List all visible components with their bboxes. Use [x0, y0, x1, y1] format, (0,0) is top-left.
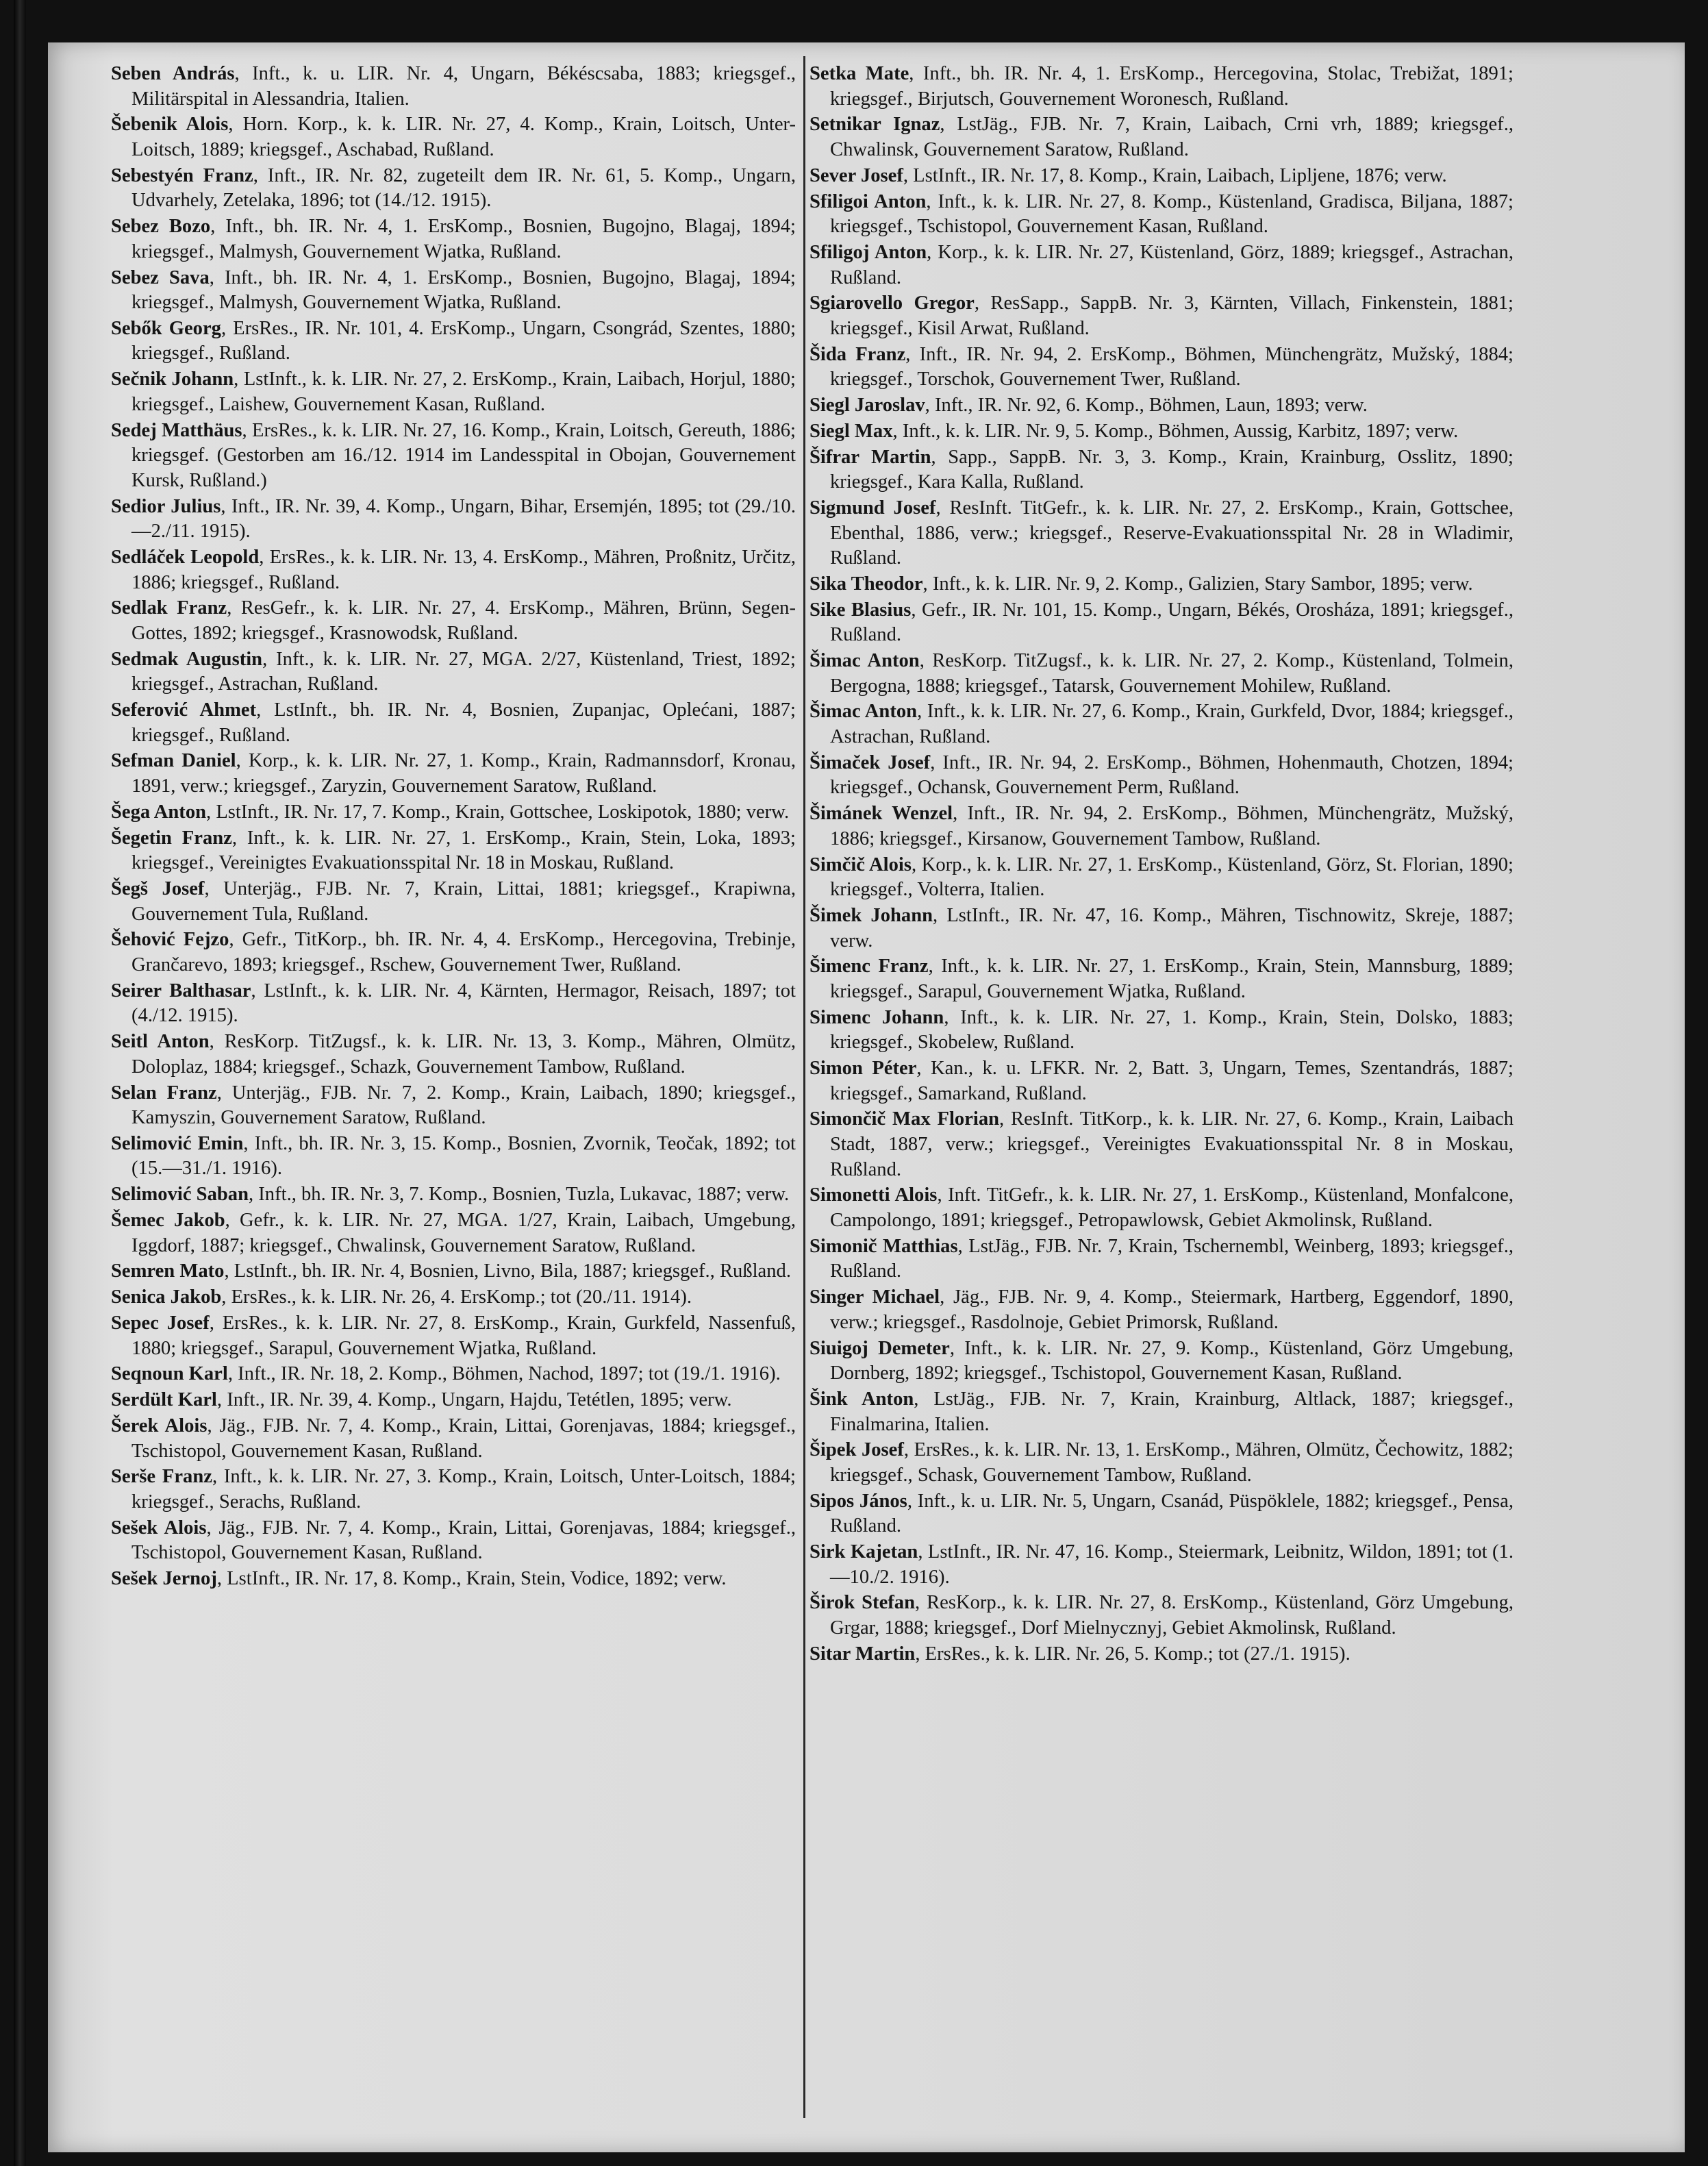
entry-name: Sešek Alois [111, 1517, 207, 1539]
entry-name: Simčič Alois [809, 854, 912, 875]
entry-details: , Gefr., k. k. LIR. Nr. 27, MGA. 1/27, Krain, Laibach, Umgebung, Iggdorf, 1887; kriegsgef., Chwalinsk, Gouvernement Saratow, Rußland. [131, 1210, 796, 1256]
entry-name: Sedláček Leopold [111, 546, 260, 568]
entry-name: Sipos János [809, 1490, 907, 1512]
entry-name: Sešek Jernoj [111, 1568, 217, 1590]
document-page [48, 42, 1685, 2152]
entry-name: Serdült Karl [111, 1389, 217, 1411]
entry-details: , ErsRes., k. k. LIR. Nr. 13, 1. ErsKomp., Mähren, Olmütz, Čechowitz, 1882; kriegsgef., Schask, Gouvernement Tambow, Rußland. [830, 1439, 1514, 1486]
entry-details: , LstInft., IR. Nr. 17, 7. Komp., Krain, Gottschee, Loskipotok, 1880; verw. [206, 801, 790, 823]
entry-name: Simončič Max Florian [809, 1108, 1000, 1130]
entry-details: , Sapp., SappB. Nr. 3, 3. Komp., Krain, Krainburg, Osslitz, 1890; kriegsgef., Kara Kalla, Rußland. [830, 446, 1514, 493]
entry-name: Šerek Alois [111, 1415, 208, 1436]
list-entry [809, 445, 1514, 495]
entry-name: Sitar Martin [809, 1643, 916, 1665]
entry-name: Siegl Max [809, 420, 893, 442]
list-entry [809, 751, 1514, 801]
column-divider [803, 56, 805, 2118]
list-entry [111, 112, 796, 162]
list-entry [111, 979, 796, 1029]
entry-details: , LstJäg., FJB. Nr. 7, Krain, Krainburg, Altlack, 1887; kriegsgef., Finalmarina, Italien. [830, 1388, 1514, 1435]
entry-details: , Kan., k. u. LFKR. Nr. 2, Batt. 3, Ungarn, Temes, Szentandrás, 1887; kriegsgef., Samarkand, Rußland. [830, 1058, 1514, 1104]
entry-name: Šink Anton [809, 1388, 914, 1410]
list-entry [111, 1081, 796, 1131]
entry-name: Seben András [111, 63, 235, 84]
list-entry [111, 1362, 796, 1387]
list-entry [111, 647, 796, 697]
list-entry [809, 496, 1514, 571]
entry-name: Semren Mato [111, 1260, 225, 1282]
entry-name: Sfiligoj Anton [809, 241, 927, 263]
list-entry [809, 572, 1514, 597]
entry-name: Simon Péter [809, 1058, 917, 1080]
entry-name: Seitl Anton [111, 1031, 210, 1053]
list-entry [809, 1438, 1514, 1488]
entry-details: , Inft., k. u. LIR. Nr. 4, Ungarn, Békéscsaba, 1883; kriegsgef., Militärspital in Alessandria, Italien. [131, 63, 796, 110]
entry-details: , Gefr., TitKorp., bh. IR. Nr. 4, 4. ErsKomp., Hercegovina, Trebinje, Grančarevo, 1893; kriegsgef., Rschew, Gouvernement Twer, Rußland. [131, 929, 796, 975]
entry-name: Senica Jakob [111, 1286, 222, 1308]
entry-details: , Inft., bh. IR. Nr. 3, 7. Komp., Bosnien, Tuzla, Lukavac, 1887; verw. [248, 1184, 790, 1206]
list-entry [111, 1208, 796, 1258]
entry-name: Sedej Matthäus [111, 419, 242, 441]
list-entry [809, 598, 1514, 648]
list-entry [809, 1591, 1514, 1641]
entry-name: Seferović Ahmet [111, 699, 257, 721]
list-entry [111, 1182, 796, 1208]
list-entry [809, 1285, 1514, 1335]
entry-details: , Inft., k. k. LIR. Nr. 27, 9. Komp., Küstenland, Görz Umgebung, Dornberg, 1892; kriegsgef., Tschistopol, Gouvernement Kasan, Rußland. [830, 1337, 1514, 1384]
entry-name: Sedlak Franz [111, 597, 227, 619]
entry-details: , Inft., IR. Nr. 39, 4. Komp., Ungarn, Bihar, Ersemjén, 1895; tot (29./10.—2./11. 1915). [131, 495, 796, 543]
entry-details: , LstInft., bh. IR. Nr. 4, Bosnien, Livno, Bila, 1887; kriegsgef., Rußland. [224, 1260, 791, 1282]
left-column [111, 62, 796, 1593]
list-entry [111, 545, 796, 595]
entry-name: Sirk Kajetan [809, 1541, 918, 1563]
entry-name: Sebez Bozo [111, 216, 211, 238]
list-entry [809, 904, 1514, 954]
entry-details: , Inft., k. k. LIR. Nr. 27, 1. ErsKomp., Krain, Stein, Mannsburg, 1889; kriegsgef., Sarapul, Gouvernement Wjatka, Rußland. [830, 956, 1514, 1002]
entry-details: , Inft., k. k. LIR. Nr. 9, 2. Komp., Galizien, Stary Sambor, 1895; verw. [922, 573, 1473, 595]
list-entry [809, 343, 1514, 393]
entry-name: Širok Stefan [809, 1592, 915, 1614]
entry-name: Šimánek Wenzel [809, 803, 953, 825]
list-entry [809, 240, 1514, 290]
list-entry [809, 164, 1514, 189]
entry-details: , Inft., IR. Nr. 94, 2. ErsKomp., Böhmen, Hohenmauth, Chotzen, 1894; kriegsgef., Ochansk, Gouvernement Perm, Rußland. [830, 751, 1514, 799]
entry-name: Šipek Josef [809, 1439, 904, 1461]
list-entry [111, 1132, 796, 1182]
list-entry [809, 1489, 1514, 1539]
entry-details: , ResInft. TitGefr., k. k. LIR. Nr. 27, 2. ErsKomp., Krain, Gottschee, Ebenthal, 1886, verw.; kriegsgef., Reserve-Evakuationsspital Nr. 28 in Wladimir, Rußland. [830, 497, 1514, 569]
list-entry [111, 928, 796, 978]
entry-details: , LstInft., IR. Nr. 47, 16. Komp., Mähren, Tischnowitz, Skreje, 1887; verw. [830, 904, 1514, 951]
list-entry [809, 1107, 1514, 1182]
entry-details: , Inft., k. k. LIR. Nr. 27, MGA. 2/27, Küstenland, Triest, 1892; kriegsgef., Astrachan, Rußland. [131, 648, 796, 695]
entry-name: Sebők Georg [111, 317, 221, 339]
entry-details: , Inft., k. u. LIR. Nr. 5, Ungarn, Csanád, Püspöklele, 1882; kriegsgef., Pensa, Rußland. [830, 1490, 1514, 1537]
list-entry [111, 419, 796, 494]
list-entry [809, 853, 1514, 903]
entry-details: , Inft., k. k. LIR. Nr. 9, 5. Komp., Böhmen, Aussig, Karbitz, 1897; verw. [892, 420, 1459, 442]
entry-details: , Inft., IR. Nr. 18, 2. Komp., Böhmen, Nachod, 1897; tot (19./1. 1916). [227, 1363, 781, 1385]
entry-details: , ErsRes., k. k. LIR. Nr. 26, 4. ErsKomp.; tot (20./11. 1914). [221, 1286, 692, 1308]
list-entry [111, 1311, 796, 1361]
entry-details: , Unterjäg., FJB. Nr. 7, 2. Komp., Krain, Laibach, 1890; kriegsgef., Kamyszin, Gouvernement Saratow, Rußland. [131, 1082, 796, 1129]
list-entry [809, 954, 1514, 1004]
entry-details: , ErsRes., k. k. LIR. Nr. 27, 16. Komp., Krain, Loitsch, Gereuth, 1886; kriegsgef. (Gestorben am 16./12. 1914 im Landesspital in Obojan, Gouvernement Kursk, Rußland.) [131, 419, 796, 491]
entry-name: Sečnik Johann [111, 369, 234, 390]
entry-details: , LstInft., k. k. LIR. Nr. 4, Kärnten, Hermagor, Reisach, 1897; tot (4./12. 1915). [131, 980, 796, 1027]
entry-name: Simonič Matthias [809, 1235, 958, 1257]
list-entry [809, 1540, 1514, 1590]
list-entry [809, 1183, 1514, 1233]
entry-details: , Gefr., IR. Nr. 101, 15. Komp., Ungarn, Békés, Orosháza, 1891; kriegsgef., Rußland. [830, 599, 1514, 646]
entry-name: Šimac Anton [809, 650, 920, 672]
entry-details: , Inft., k. k. LIR. Nr. 27, 1. ErsKomp., Krain, Stein, Loka, 1893; kriegsgef., Vereinigtes Evakuationsspital Nr. 18 in Moskau, Rußland. [131, 827, 796, 874]
entry-details: , Jäg., FJB. Nr. 9, 4. Komp., Steiermark, Hartberg, Eggendorf, 1890, verw.; kriegsgef., Rasdolnoje, Gebiet Primorsk, Rußland. [830, 1286, 1514, 1333]
entry-details: , ResInft. TitKorp., k. k. LIR. Nr. 27, 6. Komp., Krain, Laibach Stadt, 1887, verw.; kriegsgef., Vereinigtes Evakuationsspital Nr. 8 in Moskau, Rußland. [830, 1108, 1514, 1180]
entry-details: , Inft., bh. IR. Nr. 4, 1. ErsKomp., Hercegovina, Stolac, Trebižat, 1891; kriegsgef., Birjutsch, Gouvernement Woronesch, Rußland. [830, 63, 1514, 110]
entry-name: Simonetti Alois [809, 1184, 938, 1206]
list-entry [809, 291, 1514, 341]
entry-details: , ErsRes., k. k. LIR. Nr. 26, 5. Komp.; tot (27./1. 1915). [915, 1643, 1351, 1665]
list-entry [111, 1414, 796, 1464]
entry-details: , Inft., IR. Nr. 82, zugeteilt dem IR. Nr. 61, 5. Komp., Ungarn, Udvarhely, Zetelaka, 1896; tot (14./12. 1915). [131, 164, 796, 212]
entry-details: , Jäg., FJB. Nr. 7, 4. Komp., Krain, Littai, Gorenjavas, 1884; kriegsgef., Tschistopol, Gouvernement Kasan, Rußland. [131, 1517, 796, 1564]
list-entry [111, 1465, 796, 1515]
entry-details: , Inft., IR. Nr. 94, 2. ErsKomp., Böhmen, Münchengrätz, Mužský, 1884; kriegsgef., Torschok, Gouvernement Twer, Rußland. [830, 343, 1514, 390]
entry-details: , Korp., k. k. LIR. Nr. 27, 1. Komp., Krain, Radmannsdorf, Kronau, 1891, verw.; kriegsgef., Zaryzin, Gouvernement Saratow, Rußland. [131, 750, 796, 797]
entry-name: Šehović Fejzo [111, 929, 229, 951]
list-entry [809, 1387, 1514, 1437]
entry-details: , LstInft., IR. Nr. 17, 8. Komp., Krain, Laibach, Lipljene, 1876; verw. [903, 164, 1447, 186]
list-entry [111, 495, 796, 545]
entry-details: , ResKorp., k. k. LIR. Nr. 27, 8. ErsKomp., Küstenland, Görz Umgebung, Grgar, 1888; kriegsgef., Dorf Mielnycznyj, Gebiet Akmolinsk, Rußland. [830, 1592, 1514, 1639]
entry-details: , ErsRes., k. k. LIR. Nr. 27, 8. ErsKomp., Krain, Gurkfeld, Nassenfuß, 1880; kriegsgef., Sarapul, Gouvernement Wjatka, Rußland. [131, 1312, 796, 1359]
entry-details: , LstInft., k. k. LIR. Nr. 27, 2. ErsKomp., Krain, Laibach, Horjul, 1880; kriegsgef., Laishew, Gouvernement Kasan, Rußland. [131, 369, 796, 415]
entry-name: Šida Franz [809, 343, 906, 365]
list-entry [809, 393, 1514, 419]
entry-name: Šimac Anton [809, 701, 918, 723]
entry-details: , Inft., k. k. LIR. Nr. 27, 6. Komp., Krain, Gurkfeld, Dvor, 1884; kriegsgef., Astrachan, Rußland. [830, 701, 1514, 748]
list-entry [809, 699, 1514, 749]
list-entry [111, 1285, 796, 1310]
entry-name: Šegš Josef [111, 878, 205, 899]
entry-name: Šifrar Martin [809, 446, 931, 468]
entry-name: Setnikar Ignaz [809, 114, 940, 136]
entry-details: , ResKorp. TitZugsf., k. k. LIR. Nr. 27, 2. Komp., Küstenland, Tolmein, Bergogna, 1888; kriegsgef., Tatarsk, Gouvernement Mohilew, Rußland. [830, 650, 1514, 697]
entry-name: Selan Franz [111, 1082, 217, 1104]
list-entry [111, 214, 796, 264]
entry-details: , Korp., k. k. LIR. Nr. 27, 1. ErsKomp., Küstenland, Görz, St. Florian, 1890; kriegsgef., Volterra, Italien. [830, 854, 1514, 901]
entry-details: , Inft., bh. IR. Nr. 4, 1. ErsKomp., Bosnien, Bugojno, Blagaj, 1894; kriegsgef., Malmysh, Gouvernement Wjatka, Rußland. [131, 266, 796, 314]
list-entry [809, 62, 1514, 112]
entry-details: , Korp., k. k. LIR. Nr. 27, Küstenland, Görz, 1889; kriegsgef., Astrachan, Rußland. [830, 241, 1514, 288]
entry-name: Singer Michael [809, 1286, 940, 1308]
entry-details: , Inft., k. k. LIR. Nr. 27, 1. Komp., Krain, Stein, Dolsko, 1883; kriegsgef., Skobelew, Rußland. [830, 1006, 1514, 1054]
entry-name: Šimenc Franz [809, 956, 929, 978]
entry-name: Sebez Sava [111, 266, 210, 288]
list-entry [111, 749, 796, 799]
entry-name: Sebestyén Franz [111, 164, 253, 186]
entry-details: , Inft., IR. Nr. 39, 4. Komp., Ungarn, Hajdu, Tetétlen, 1895; verw. [216, 1389, 732, 1411]
list-entry [111, 1516, 796, 1566]
list-entry [111, 1388, 796, 1413]
entry-name: Selimović Saban [111, 1184, 249, 1206]
list-entry [111, 316, 796, 366]
list-entry [809, 1642, 1514, 1667]
entry-details: , Inft., k. k. LIR. Nr. 27, 3. Komp., Krain, Loitsch, Unter-Loitsch, 1884; kriegsgef., Serachs, Rußland. [131, 1466, 796, 1513]
entry-details: , Inft., IR. Nr. 94, 2. ErsKomp., Böhmen, Münchengrätz, Mužský, 1886; kriegsgef., Kirsanow, Gouvernement Tambow, Rußland. [830, 803, 1514, 849]
entry-name: Sgiarovello Gregor [809, 292, 975, 314]
entry-details: , LstJäg., FJB. Nr. 7, Krain, Laibach, Crni vrh, 1889; kriegsgef., Chwalinsk, Gouvernement Saratow, Rußland. [830, 114, 1514, 160]
entry-name: Seqnoun Karl [111, 1363, 228, 1385]
entry-name: Sefman Daniel [111, 750, 236, 772]
entry-name: Siuigoj Demeter [809, 1337, 950, 1359]
entry-name: Selimović Emin [111, 1132, 244, 1154]
entry-name: Sepec Josef [111, 1312, 210, 1334]
list-entry [809, 649, 1514, 699]
entry-details: , ErsRes., IR. Nr. 101, 4. ErsKomp., Ungarn, Csongrád, Szentes, 1880; kriegsgef., Rußland. [131, 317, 796, 364]
entry-name: Sever Josef [809, 164, 903, 186]
entry-details: , Inft., bh. IR. Nr. 3, 15. Komp., Bosnien, Zvornik, Teočak, 1892; tot (15.—31./1. 1916). [131, 1132, 796, 1180]
entry-name: Seirer Balthasar [111, 980, 251, 1001]
list-entry [111, 826, 796, 876]
list-entry [111, 877, 796, 927]
list-entry [809, 801, 1514, 851]
entry-name: Šebenik Alois [111, 114, 229, 136]
list-entry [111, 1259, 796, 1284]
entry-name: Šega Anton [111, 801, 207, 823]
list-entry [111, 266, 796, 316]
entry-name: Sika Theodor [809, 573, 923, 595]
entry-details: , ErsRes., k. k. LIR. Nr. 13, 4. ErsKomp., Mähren, Proßnitz, Určitz, 1886; kriegsgef., Rußland. [131, 546, 796, 593]
entry-details: , Inft., IR. Nr. 92, 6. Komp., Böhmen, Laun, 1893; verw. [925, 395, 1368, 416]
entry-name: Simenc Johann [809, 1006, 944, 1028]
entry-details: , Unterjäg., FJB. Nr. 7, Krain, Littai, 1881; kriegsgef., Krapiwna, Gouvernement Tula, Rußland. [131, 878, 796, 925]
entry-details: , Inft., k. k. LIR. Nr. 27, 8. Komp., Küstenland, Gradisca, Biljana, 1887; kriegsgef., Tschistopol, Gouvernement Kasan, Rußland. [830, 190, 1514, 238]
list-entry [809, 419, 1514, 445]
list-entry [111, 800, 796, 825]
entry-name: Sedior Julius [111, 495, 221, 517]
entry-name: Serše Franz [111, 1466, 212, 1488]
list-entry [111, 164, 796, 214]
entry-name: Sigmund Josef [809, 497, 936, 519]
entry-name: Sike Blasius [809, 599, 912, 621]
list-entry [809, 1006, 1514, 1056]
entry-details: , Jäg., FJB. Nr. 7, 4. Komp., Krain, Littai, Gorenjavas, 1884; kriegsgef., Tschistopol, Gouvernement Kasan, Rußland. [131, 1415, 796, 1462]
list-entry [111, 367, 796, 417]
entry-name: Sedmak Augustin [111, 648, 263, 670]
entry-details: , ResGefr., k. k. LIR. Nr. 27, 4. ErsKomp., Mähren, Brünn, Segen-Gottes, 1892; kriegsgef., Krasnowodsk, Rußland. [131, 597, 796, 644]
entry-details: , ResSapp., SappB. Nr. 3, Kärnten, Villach, Finkenstein, 1881; kriegsgef., Kisil Arwat, Rußland. [830, 292, 1514, 339]
entry-details: , LstJäg., FJB. Nr. 7, Krain, Tschernembl, Weinberg, 1893; kriegsgef., Rußland. [830, 1235, 1514, 1282]
list-entry [809, 1336, 1514, 1386]
entry-name: Šimaček Josef [809, 751, 931, 773]
list-entry [111, 596, 796, 646]
entry-name: Šegetin Franz [111, 827, 232, 849]
entry-details: , LstInft., bh. IR. Nr. 4, Bosnien, Zupanjac, Oplećani, 1887; kriegsgef., Rußland. [131, 699, 796, 746]
list-entry [809, 112, 1514, 162]
right-column [809, 62, 1514, 1668]
entry-name: Setka Mate [809, 63, 909, 84]
entry-details: , Horn. Korp., k. k. LIR. Nr. 27, 4. Komp., Krain, Loitsch, Unter-Loitsch, 1889; kriegsgef., Aschabad, Rußland. [131, 114, 796, 160]
entry-details: , ResKorp. TitZugsf., k. k. LIR. Nr. 13, 3. Komp., Mähren, Olmütz, Doloplaz, 1884; kriegsgef., Schazk, Gouvernement Tambow, Rußland. [131, 1031, 796, 1078]
list-entry [809, 1056, 1514, 1106]
entry-name: Šimek Johann [809, 904, 933, 926]
entry-details: , LstInft., IR. Nr. 17, 8. Komp., Krain, Stein, Vodice, 1892; verw. [216, 1568, 727, 1590]
book-spine [14, 0, 26, 2166]
entry-details: , Inft. TitGefr., k. k. LIR. Nr. 27, 1. ErsKomp., Küstenland, Monfalcone, Campolongo, 1891; kriegsgef., Petropawlowsk, Gebiet Akmolinsk, Rußland. [830, 1184, 1514, 1232]
entry-details: , LstInft., IR. Nr. 47, 16. Komp., Steiermark, Leibnitz, Wildon, 1891; tot (1.—10./2. 1916). [830, 1541, 1514, 1588]
entry-name: Šemec Jakob [111, 1210, 225, 1232]
list-entry [111, 1567, 796, 1592]
list-entry [111, 698, 796, 748]
list-entry [111, 1030, 796, 1080]
list-entry [809, 1234, 1514, 1284]
entry-name: Siegl Jaroslav [809, 395, 925, 416]
entry-details: , Inft., bh. IR. Nr. 4, 1. ErsKomp., Bosnien, Bugojno, Blagaj, 1894; kriegsgef., Malmysh, Gouvernement Wjatka, Rußland. [131, 216, 796, 262]
list-entry [111, 62, 796, 112]
entry-name: Sfiligoi Anton [809, 190, 927, 212]
list-entry [809, 190, 1514, 240]
